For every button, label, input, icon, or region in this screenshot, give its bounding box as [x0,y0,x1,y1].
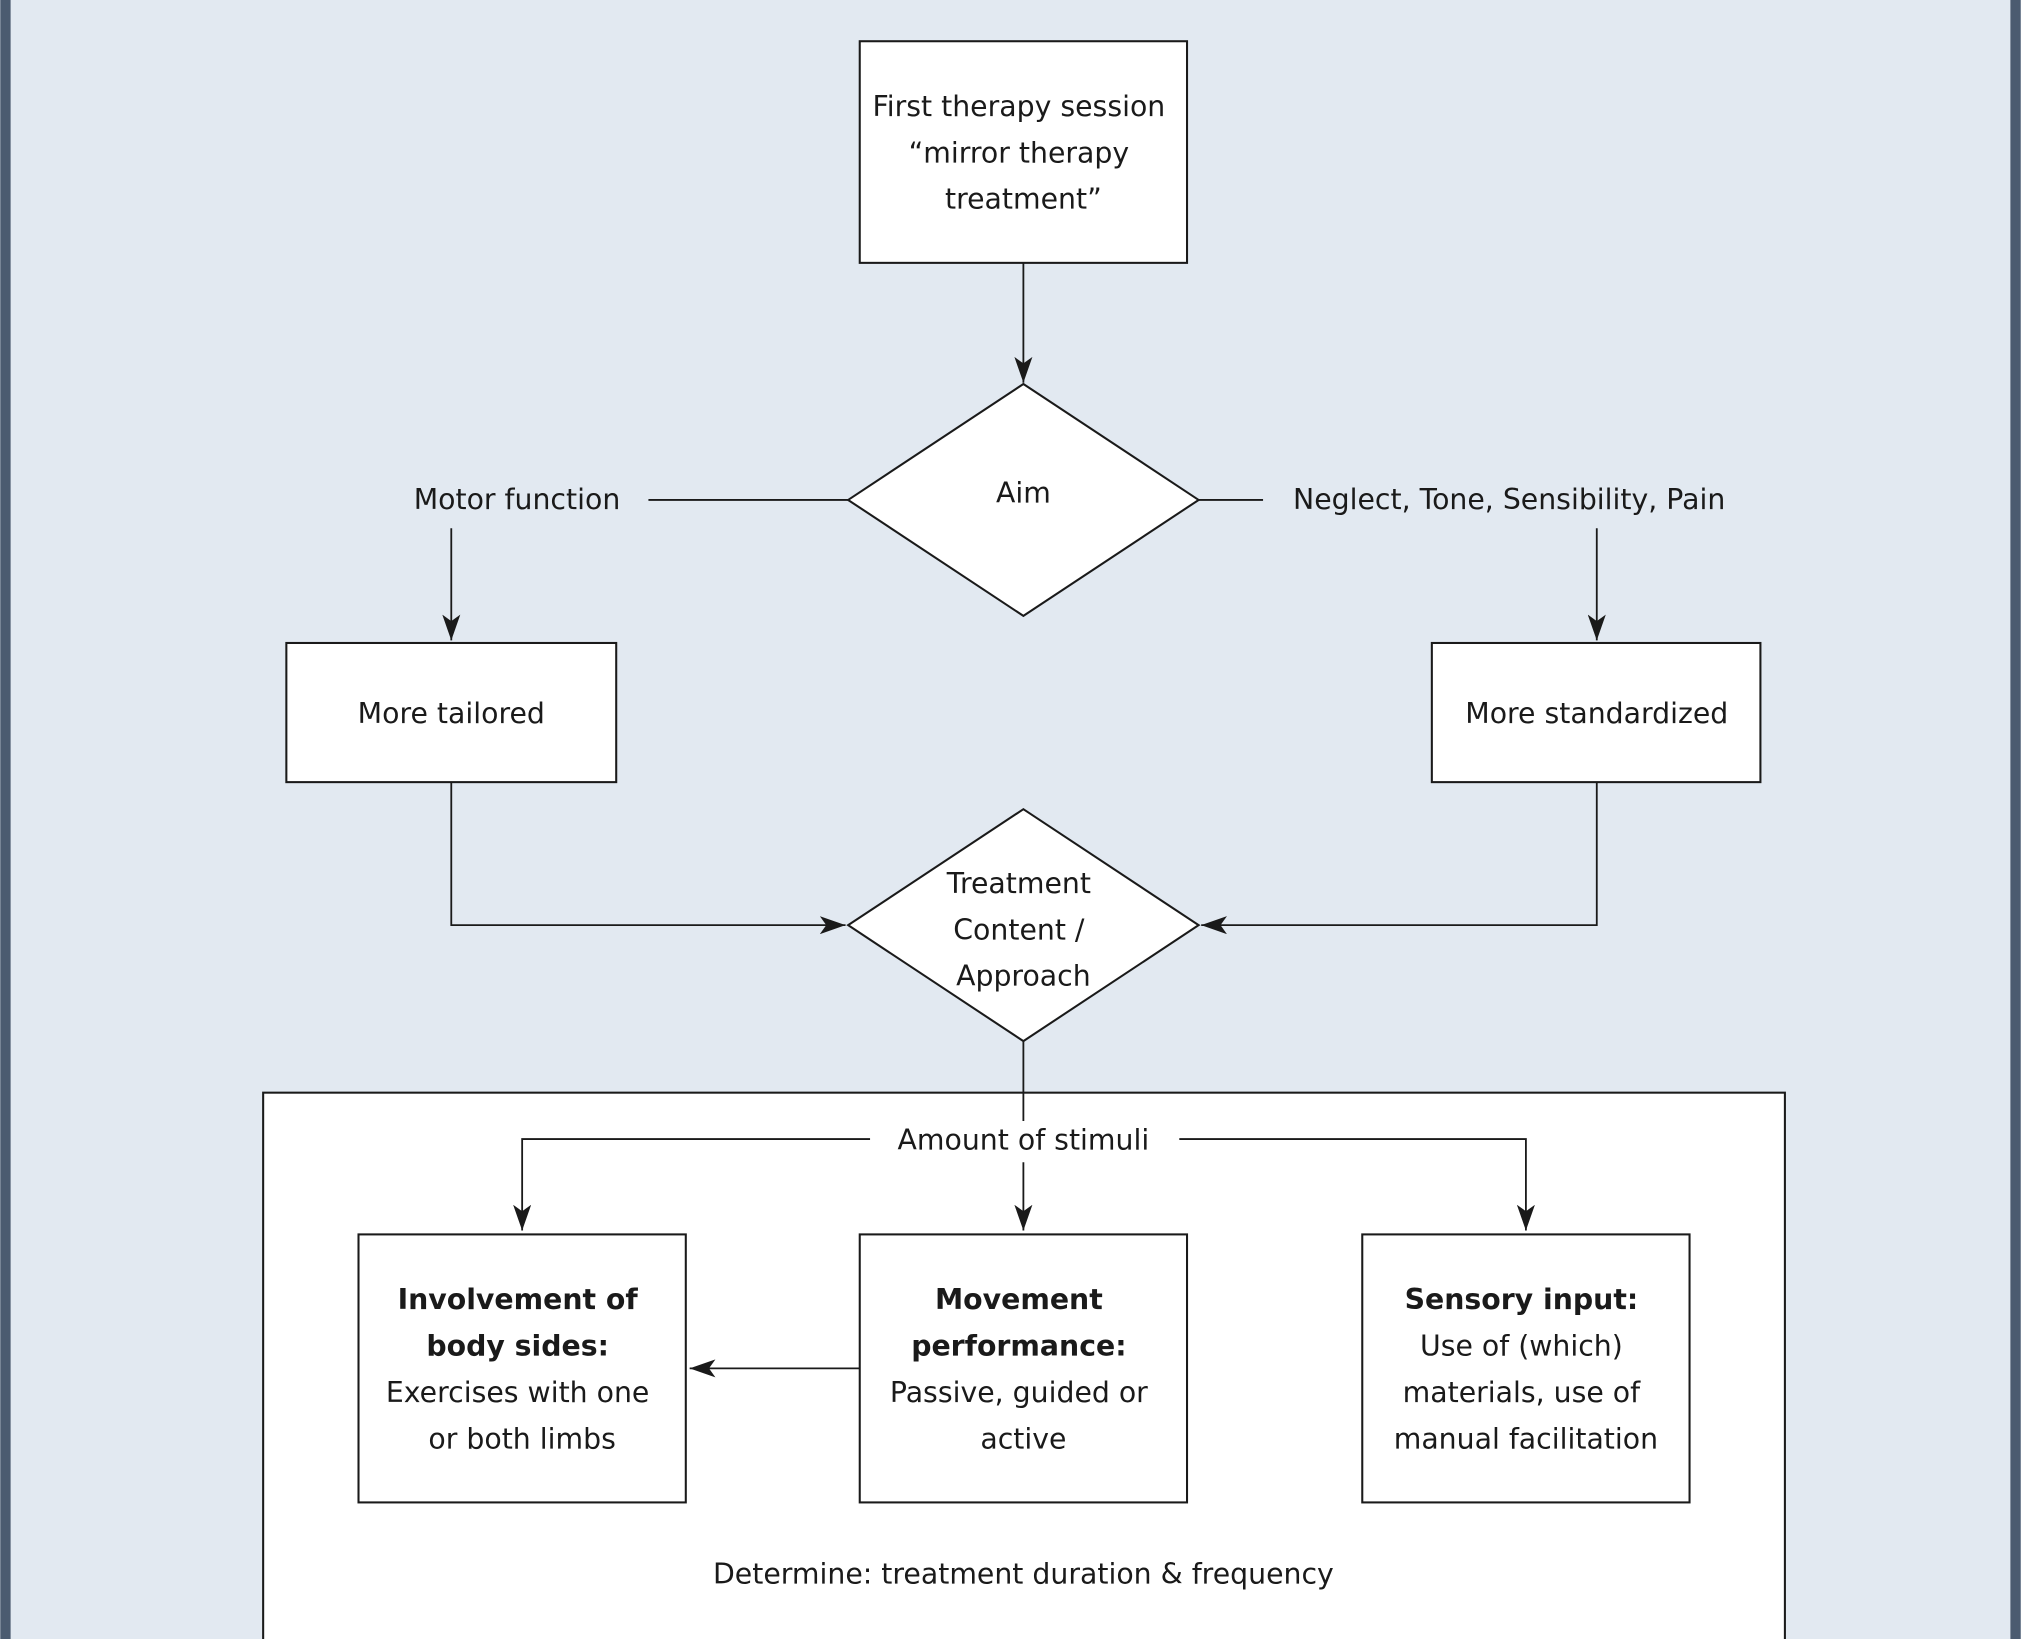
aim-label: Aim [995,476,1051,510]
involvement-box [359,1234,686,1502]
involvement-text: Involvement of body sides: Exercises with one or both limbs [385,1283,650,1456]
movement-text: Movement performance: Passive, guided or active [889,1283,1148,1456]
movement-box [860,1234,1187,1502]
neglect-label: Neglect, Tone, Sensibility, Pain [1293,482,1726,516]
left-border [0,0,10,1639]
motor-function-label: Motor function [413,482,621,516]
standardized-label: More standardized [1465,696,1729,730]
right-border [2010,0,2020,1639]
stimuli-label: Amount of stimuli [897,1123,1150,1157]
sensory-text: Sensory input: Use of (which) materials, use of manual facilitation [1393,1283,1659,1456]
treatment-label: Treatment Content / Approach [946,866,1091,993]
determine-label: Determine: treatment duration & frequency [712,1557,1334,1591]
start-text: First therapy session “mirror therapy treatment” [872,89,1166,216]
sensory-box [1362,1234,1689,1502]
tailored-label: More tailored [357,696,545,730]
